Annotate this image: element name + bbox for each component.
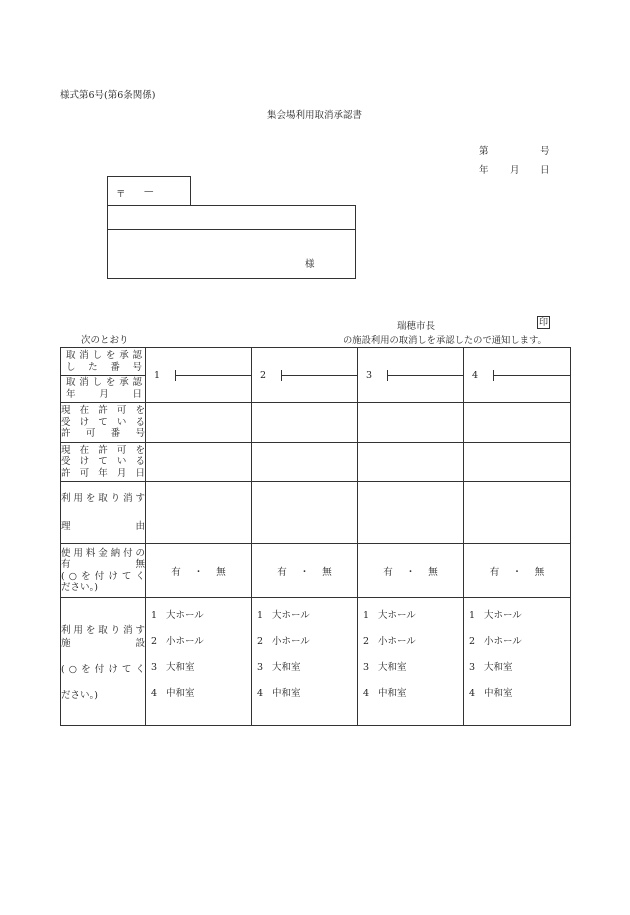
permit-no-label: 現在許可を 受けている 許可番号 <box>61 403 146 443</box>
facility-list-4 <box>464 598 571 726</box>
permit-date-field-1[interactable] <box>146 443 252 482</box>
cancel-date-label-1: 取消しを承認 <box>66 376 142 388</box>
column-number-1: 1 <box>146 370 176 381</box>
facility-option[interactable]: 4 中和室 <box>469 688 513 699</box>
cancel-col-2 <box>252 348 358 403</box>
permit-date-field-2[interactable] <box>252 443 358 482</box>
address-box <box>107 205 356 279</box>
permit-date-field-4[interactable] <box>464 443 571 482</box>
facility-option[interactable]: 4 中和室 <box>151 688 195 699</box>
facility-option[interactable]: 1 大ホール <box>151 610 204 621</box>
permit-no-field-1[interactable] <box>146 403 252 443</box>
column-number-2: 2 <box>252 370 282 381</box>
yes-option[interactable]: 有 <box>489 566 500 578</box>
reason-label: 利用を取り消す 理由 <box>61 482 146 544</box>
doc-number-prefix: 第 <box>479 146 489 157</box>
cancel-date-field-3[interactable] <box>388 376 463 381</box>
yes-option[interactable]: 有 <box>383 566 393 578</box>
permit-date-label: 現在許可を 受けている 許可年月日 <box>61 443 146 482</box>
facility-option[interactable]: 1 大ホール <box>469 610 522 621</box>
date-day-label: 日 <box>540 165 550 176</box>
cancel-date-field-4[interactable] <box>494 376 570 381</box>
facility-list-2 <box>252 598 358 726</box>
cancel-col-3 <box>358 348 464 403</box>
facility-option[interactable]: 2 小ホール <box>363 636 416 647</box>
postal-mark: 〒 <box>116 189 126 200</box>
address-divider <box>108 229 355 230</box>
facility-option[interactable]: 3 大和室 <box>257 662 301 673</box>
facility-label: 利用を取り消す 施設 (○を付けてく ださい。) <box>61 598 146 726</box>
cancel-date-field-1[interactable] <box>176 376 251 381</box>
facility-option[interactable]: 2 小ホール <box>151 636 204 647</box>
facility-option[interactable]: 3 大和室 <box>151 662 195 673</box>
document-title: 集会場利用取消承認書 <box>267 110 363 121</box>
no-option[interactable]: 無 <box>216 566 226 578</box>
facility-option[interactable]: 1 大ホール <box>257 610 310 621</box>
facility-list-3 <box>358 598 464 726</box>
seal-mark: 印 <box>538 318 548 328</box>
issuer-name: 瑞穂市長 <box>397 321 436 332</box>
cancel-date-field-2[interactable] <box>282 376 357 381</box>
permit-no-field-3[interactable] <box>358 403 464 443</box>
postal-code-box <box>107 176 191 206</box>
facility-option[interactable]: 1 大ホール <box>363 610 416 621</box>
no-option[interactable]: 無 <box>428 566 438 578</box>
doc-number-suffix: 号 <box>540 146 550 157</box>
facility-list-1 <box>146 598 252 726</box>
intro-left: 次のとおり <box>81 335 129 346</box>
facility-option[interactable]: 2 小ホール <box>257 636 310 647</box>
cancel-no-label-1: 取消しを承認 <box>66 349 142 361</box>
permit-no-field-4[interactable] <box>464 403 571 443</box>
honorific: 様 <box>305 259 315 270</box>
fee-paid-choice-2[interactable]: 有 ・ 無 <box>252 544 358 598</box>
date-month-label: 月 <box>510 165 520 176</box>
cancel-label-cell <box>61 348 146 403</box>
no-option[interactable]: 無 <box>534 566 545 578</box>
fee-paid-label: 使用料金納付の 有無 (○を付けてく ださい。) <box>61 544 146 598</box>
column-number-3: 3 <box>358 370 388 381</box>
column-number-4: 4 <box>464 370 494 381</box>
reason-field-2[interactable] <box>252 482 358 544</box>
intro-right: の施設利用の取消しを承認したので通知します。 <box>343 335 547 346</box>
facility-option[interactable]: 2 小ホール <box>469 636 522 647</box>
reason-field-1[interactable] <box>146 482 252 544</box>
facility-option[interactable]: 3 大和室 <box>363 662 407 673</box>
cancel-col-1 <box>146 348 252 403</box>
permit-no-field-2[interactable] <box>252 403 358 443</box>
cancellation-table <box>60 347 571 726</box>
date-year-label: 年 <box>479 165 489 176</box>
fee-paid-choice-1[interactable]: 有 ・ 無 <box>146 544 252 598</box>
postal-dash: — <box>144 186 154 197</box>
form-number: 様式第6号(第6条関係) <box>60 90 156 101</box>
reason-field-4[interactable] <box>464 482 571 544</box>
fee-paid-choice-4[interactable]: 有 ・ 無 <box>464 544 571 598</box>
yes-option[interactable]: 有 <box>171 566 181 578</box>
cancel-no-label-2: した番号 <box>66 362 142 373</box>
permit-date-field-3[interactable] <box>358 443 464 482</box>
facility-option[interactable]: 4 中和室 <box>363 688 407 699</box>
cancel-date-label-2: 年月日 <box>66 389 142 400</box>
reason-field-3[interactable] <box>358 482 464 544</box>
no-option[interactable]: 無 <box>322 566 332 578</box>
yes-option[interactable]: 有 <box>277 566 287 578</box>
cancel-col-4 <box>464 348 571 403</box>
facility-option[interactable]: 4 中和室 <box>257 688 301 699</box>
fee-paid-choice-3[interactable]: 有 ・ 無 <box>358 544 464 598</box>
facility-option[interactable]: 3 大和室 <box>469 662 513 673</box>
